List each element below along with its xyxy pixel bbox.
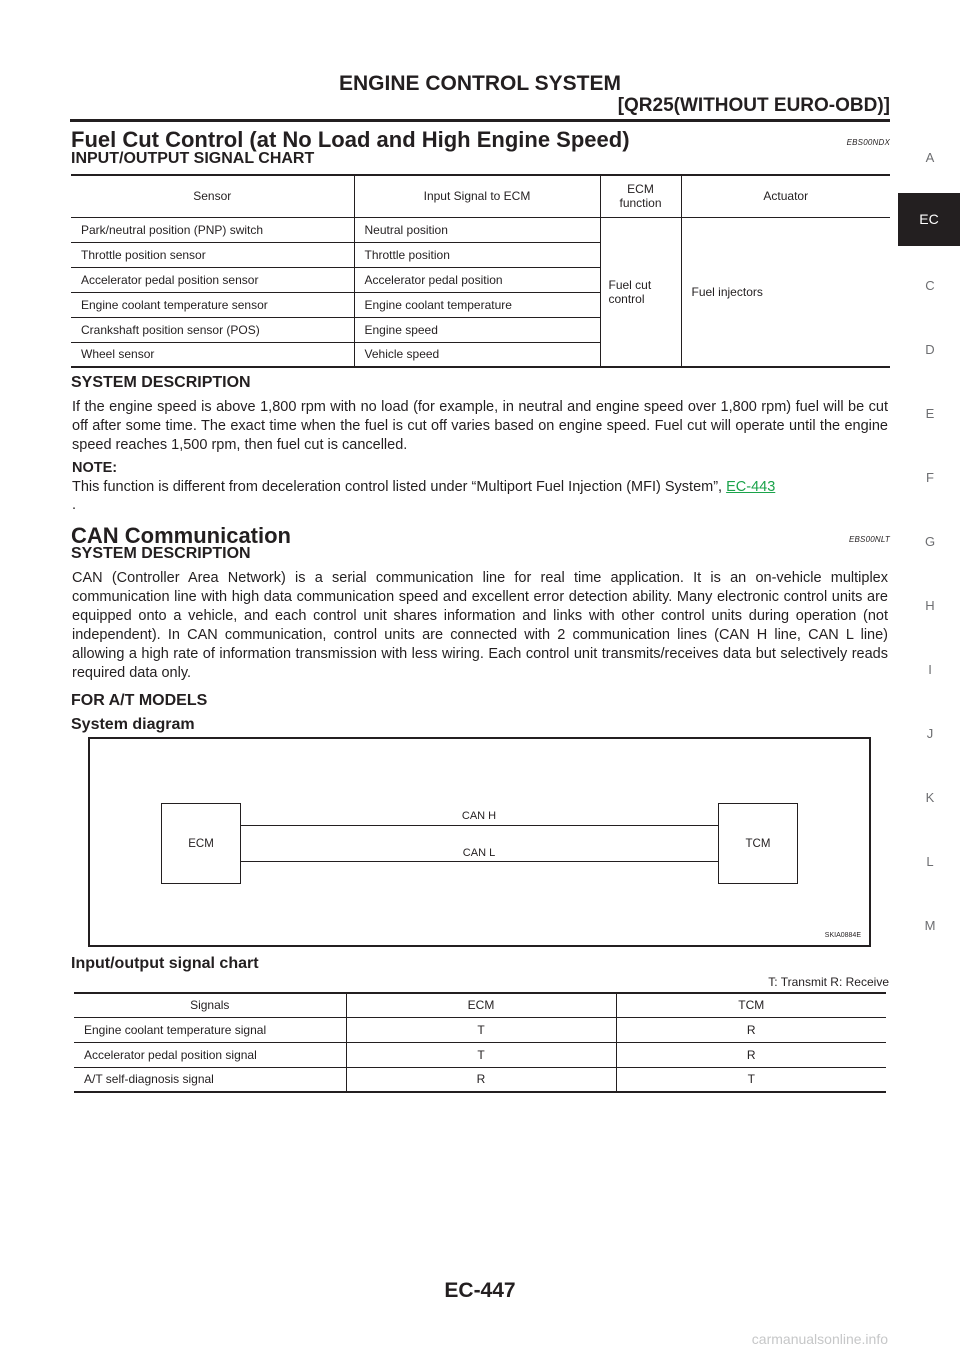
side-tab-h[interactable]: H bbox=[925, 598, 935, 613]
cell-ecm: R bbox=[346, 1067, 616, 1092]
cell-sensor: Throttle position sensor bbox=[71, 242, 354, 267]
side-tab-l[interactable]: L bbox=[926, 854, 934, 869]
cell-function: Fuel cut control bbox=[600, 217, 681, 367]
side-tab-d[interactable]: D bbox=[925, 342, 935, 357]
fuel-cut-code: EBS00NDX bbox=[846, 138, 890, 147]
note-label: NOTE: bbox=[72, 460, 118, 476]
cell-signal: Engine coolant temperature signal bbox=[74, 1017, 346, 1042]
can-sysdesc-heading: SYSTEM DESCRIPTION bbox=[71, 545, 251, 562]
table-header-row bbox=[71, 175, 890, 217]
table-header-row bbox=[74, 993, 886, 1017]
ec-443-link[interactable]: EC-443 bbox=[726, 479, 776, 495]
col-header-sensor: Sensor bbox=[71, 175, 354, 217]
table-row bbox=[74, 1042, 886, 1067]
diagram-heading: System diagram bbox=[71, 716, 195, 733]
can-h-label: CAN H bbox=[461, 810, 497, 822]
side-tab-g[interactable]: G bbox=[924, 534, 936, 549]
cell-sensor: Accelerator pedal position sensor bbox=[71, 267, 354, 292]
fuel-cut-title: Fuel Cut Control (at No Load and High Engine Speed) bbox=[71, 127, 630, 152]
diagram-ref: SKIA0884E bbox=[824, 932, 861, 939]
fuel-cut-description: If the engine speed is above 1,800 rpm with no load (for example, in neutral and engine speed over 1,800 rpm) fuel will be cut off after some time. The exact time when the fuel is cut off varies based on engine speed. Fuel cut will operate until the engine speed reaches 1,500 rpm, then fuel cut is cancelled. bbox=[72, 399, 888, 453]
side-tab-a[interactable]: A bbox=[925, 150, 935, 165]
cell-signal: Accelerator pedal position signal bbox=[74, 1042, 346, 1067]
cell-signal: Neutral position bbox=[354, 217, 600, 242]
side-tab-i[interactable]: I bbox=[928, 662, 932, 677]
header-title: ENGINE CONTROL SYSTEM bbox=[339, 72, 621, 95]
side-tab-e[interactable]: E bbox=[925, 406, 935, 421]
col-header-tcm: TCM bbox=[738, 998, 765, 1013]
side-tab-k[interactable]: K bbox=[925, 790, 935, 805]
can-l-label: CAN L bbox=[462, 847, 496, 859]
cell-signal: Vehicle speed bbox=[354, 342, 600, 367]
cell-ecm: T bbox=[346, 1017, 616, 1042]
ecm-box bbox=[161, 803, 241, 884]
side-tab-m[interactable]: M bbox=[924, 918, 936, 933]
can-l-line bbox=[240, 861, 718, 862]
note-paragraph bbox=[72, 478, 890, 497]
can-h-line bbox=[240, 825, 718, 826]
table-row bbox=[71, 217, 890, 242]
can-code: EBS00NLT bbox=[848, 535, 890, 544]
note-end: . bbox=[72, 497, 77, 513]
col-header-ecm: ECM bbox=[346, 993, 616, 1017]
col-header-input: Input Signal to ECM bbox=[354, 175, 600, 217]
fuel-cut-sysdesc-heading: SYSTEM DESCRIPTION bbox=[71, 374, 251, 391]
tcm-box bbox=[718, 803, 798, 884]
table-row bbox=[74, 1017, 886, 1042]
cell-tcm: R bbox=[746, 1022, 756, 1037]
cell-sensor: Engine coolant temperature sensor bbox=[71, 292, 354, 317]
side-tab-j[interactable]: J bbox=[926, 726, 934, 741]
io-signal-heading: Input/output signal chart bbox=[71, 955, 259, 972]
io-chart-heading: INPUT/OUTPUT SIGNAL CHART bbox=[71, 150, 315, 167]
cell-signal: Engine coolant temperature bbox=[354, 292, 600, 317]
fuel-cut-table bbox=[71, 174, 890, 368]
ecm-label: ECM bbox=[188, 837, 214, 850]
cell-signal: Engine speed bbox=[354, 317, 600, 342]
models-heading: FOR A/T MODELS bbox=[71, 692, 208, 709]
table-row bbox=[74, 1067, 886, 1092]
header-subtitle: [QR25(WITHOUT EURO-OBD)] bbox=[617, 95, 890, 116]
cell-signal: Throttle position bbox=[354, 242, 600, 267]
note-text: This function is different from deceleration control listed under “Multiport Fuel Injection (MFI) System”, bbox=[72, 479, 727, 495]
cell-sensor: Wheel sensor bbox=[71, 342, 354, 367]
col-header-signals: Signals bbox=[74, 993, 346, 1017]
cell-signal: A/T self-diagnosis signal bbox=[74, 1067, 346, 1092]
header-rule bbox=[70, 119, 890, 122]
side-tab-f[interactable]: F bbox=[926, 470, 934, 485]
tcm-label: TCM bbox=[745, 837, 771, 850]
side-tab-ec[interactable]: EC bbox=[898, 193, 960, 246]
cell-sensor: Crankshaft position sensor (POS) bbox=[71, 317, 354, 342]
page-number: EC-447 bbox=[444, 1279, 516, 1302]
legend: T: Transmit R: Receive bbox=[768, 975, 889, 989]
can-title: CAN Communication bbox=[71, 523, 291, 548]
system-diagram bbox=[88, 737, 871, 947]
side-tab-c[interactable]: C bbox=[925, 278, 935, 293]
cell-sensor: Park/neutral position (PNP) switch bbox=[71, 217, 354, 242]
cell-ecm: T bbox=[346, 1042, 616, 1067]
watermark: carmanualsonline.info bbox=[751, 1331, 888, 1347]
cell-tcm: R bbox=[746, 1047, 756, 1062]
can-description: CAN (Controller Area Network) is a serial communication line for real time application. It is an on-vehicle multiplex communication line with high data communication speed and excellent error detection ability. Many electronic control units are equipped onto a vehicle, and each control unit shares information and links with other control units during operation (not independent). In CAN communication, control units are connected with 2 communication lines (CAN H line, CAN L line) allowing a high rate of information transmission with less wiring. Each control unit transmits/receives data but selectively reads required data only. bbox=[72, 570, 888, 681]
cell-signal: Accelerator pedal position bbox=[354, 267, 600, 292]
can-io-table bbox=[74, 992, 886, 1093]
col-header-actuator: Actuator bbox=[763, 189, 809, 204]
cell-actuator: Fuel injectors bbox=[691, 284, 763, 299]
col-header-function: ECM function bbox=[600, 175, 681, 217]
cell-tcm: T bbox=[747, 1072, 755, 1087]
